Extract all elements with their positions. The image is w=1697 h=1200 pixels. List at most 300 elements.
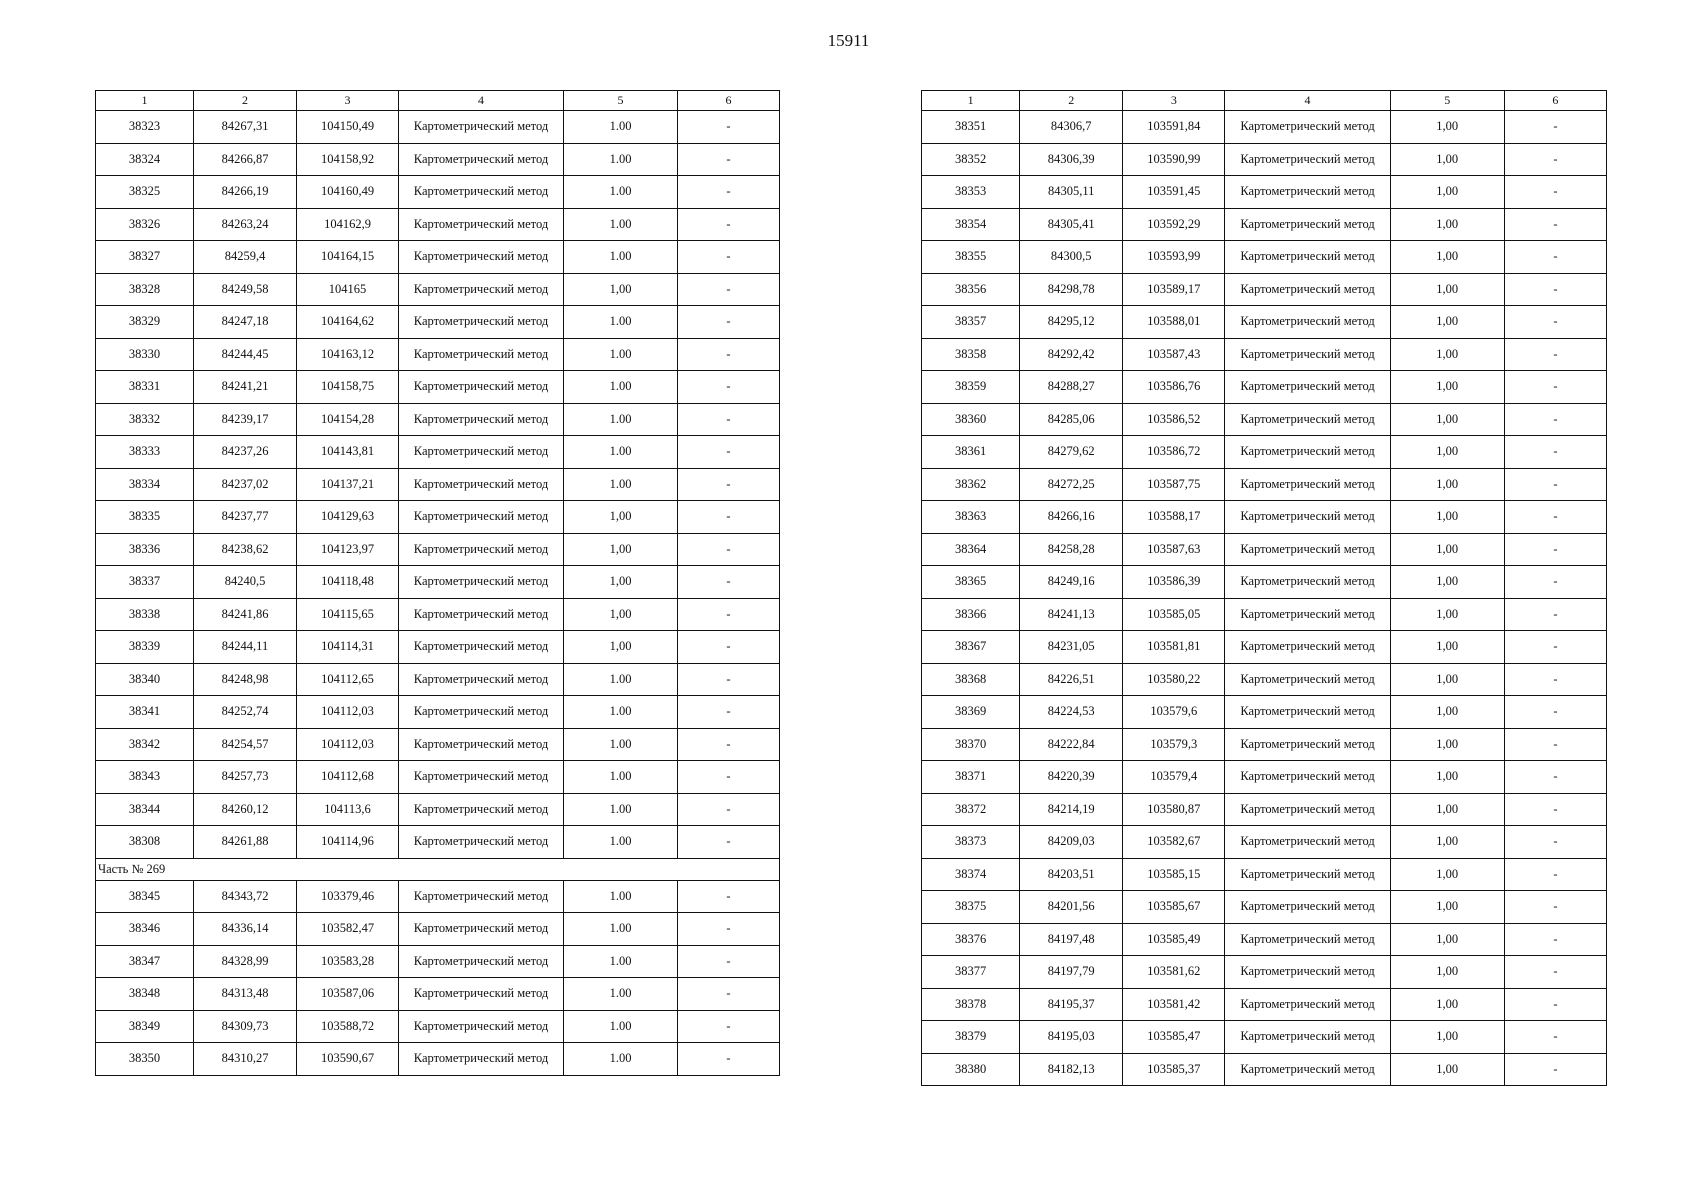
table-row	[922, 956, 1607, 989]
description-cell: -	[1504, 306, 1606, 339]
y-coordinate-cell: 104164,15	[297, 241, 399, 274]
point-number-cell: 38368	[922, 663, 1020, 696]
y-coordinate-cell: 103579,4	[1123, 761, 1225, 794]
point-number-cell: 38347	[96, 945, 194, 978]
method-cell: Картометрический метод	[399, 663, 564, 696]
table-row	[922, 988, 1607, 1021]
description-cell: -	[678, 978, 780, 1011]
accuracy-cell: 1,00	[1390, 761, 1504, 794]
method-cell: Картометрический метод	[399, 208, 564, 241]
y-coordinate-cell: 103589,17	[1123, 273, 1225, 306]
method-cell: Картометрический метод	[1225, 566, 1390, 599]
accuracy-cell: 1.00	[564, 793, 678, 826]
description-cell: -	[678, 631, 780, 664]
table-row	[96, 111, 780, 144]
table-row	[96, 338, 780, 371]
table-row	[96, 501, 780, 534]
accuracy-cell: 1,00	[1390, 306, 1504, 339]
y-coordinate-cell: 104123,97	[297, 533, 399, 566]
y-coordinate-cell: 104112,03	[297, 728, 399, 761]
accuracy-cell: 1,00	[564, 273, 678, 306]
y-coordinate-cell: 103585,15	[1123, 858, 1225, 891]
table-row	[96, 1010, 780, 1043]
accuracy-cell: 1,00	[1390, 923, 1504, 956]
accuracy-cell: 1.00	[564, 208, 678, 241]
table-row	[922, 208, 1607, 241]
method-cell: Картометрический метод	[399, 1010, 564, 1043]
y-coordinate-cell: 103579,6	[1123, 696, 1225, 729]
method-cell: Картометрический метод	[1225, 501, 1390, 534]
x-coordinate-cell: 84259,4	[194, 241, 297, 274]
table-row	[96, 436, 780, 469]
y-coordinate-cell: 103586,52	[1123, 403, 1225, 436]
y-coordinate-cell: 103586,39	[1123, 566, 1225, 599]
accuracy-cell: 1.00	[564, 945, 678, 978]
table-row	[96, 533, 780, 566]
table-row	[922, 858, 1607, 891]
x-coordinate-cell: 84306,39	[1020, 143, 1123, 176]
y-coordinate-cell: 104112,68	[297, 761, 399, 794]
x-coordinate-cell: 84237,77	[194, 501, 297, 534]
accuracy-cell: 1,00	[1390, 891, 1504, 924]
table-row	[922, 501, 1607, 534]
description-cell: -	[1504, 566, 1606, 599]
description-cell: -	[1504, 501, 1606, 534]
y-coordinate-cell: 104112,65	[297, 663, 399, 696]
coordinates-table-left	[95, 90, 780, 1076]
x-coordinate-cell: 84237,26	[194, 436, 297, 469]
table-row	[96, 826, 780, 859]
method-cell: Картометрический метод	[399, 728, 564, 761]
accuracy-cell: 1,00	[1390, 1053, 1504, 1086]
x-coordinate-cell: 84226,51	[1020, 663, 1123, 696]
method-cell: Картометрический метод	[399, 371, 564, 404]
method-cell: Картометрический метод	[399, 598, 564, 631]
x-coordinate-cell: 84240,5	[194, 566, 297, 599]
accuracy-cell: 1,00	[1390, 533, 1504, 566]
x-coordinate-cell: 84305,41	[1020, 208, 1123, 241]
column-header-5: 5	[564, 91, 678, 111]
method-cell: Картометрический метод	[399, 306, 564, 339]
y-coordinate-cell: 103585,47	[1123, 1021, 1225, 1054]
x-coordinate-cell: 84279,62	[1020, 436, 1123, 469]
method-cell: Картометрический метод	[1225, 176, 1390, 209]
method-cell: Картометрический метод	[1225, 923, 1390, 956]
accuracy-cell: 1.00	[564, 913, 678, 946]
x-coordinate-cell: 84313,48	[194, 978, 297, 1011]
table-row	[922, 273, 1607, 306]
x-coordinate-cell: 84272,25	[1020, 468, 1123, 501]
x-coordinate-cell: 84249,16	[1020, 566, 1123, 599]
column-header-5: 5	[1390, 91, 1504, 111]
point-number-cell: 38374	[922, 858, 1020, 891]
y-coordinate-cell: 104162,9	[297, 208, 399, 241]
y-coordinate-cell: 104163,12	[297, 338, 399, 371]
table-row	[96, 663, 780, 696]
description-cell: -	[678, 913, 780, 946]
y-coordinate-cell: 104158,75	[297, 371, 399, 404]
point-number-cell: 38369	[922, 696, 1020, 729]
method-cell: Картометрический метод	[1225, 468, 1390, 501]
description-cell: -	[1504, 468, 1606, 501]
table-row	[96, 598, 780, 631]
description-cell: -	[1504, 631, 1606, 664]
x-coordinate-cell: 84261,88	[194, 826, 297, 859]
point-number-cell: 38355	[922, 241, 1020, 274]
y-coordinate-cell: 104158,92	[297, 143, 399, 176]
method-cell: Картометрический метод	[1225, 598, 1390, 631]
method-cell: Картометрический метод	[1225, 208, 1390, 241]
point-number-cell: 38379	[922, 1021, 1020, 1054]
accuracy-cell: 1,00	[1390, 598, 1504, 631]
x-coordinate-cell: 84244,45	[194, 338, 297, 371]
accuracy-cell: 1,00	[564, 598, 678, 631]
x-coordinate-cell: 84244,11	[194, 631, 297, 664]
point-number-cell: 38350	[96, 1043, 194, 1076]
point-number-cell: 38363	[922, 501, 1020, 534]
table-row	[96, 793, 780, 826]
point-number-cell: 38372	[922, 793, 1020, 826]
y-coordinate-cell: 103585,05	[1123, 598, 1225, 631]
description-cell: -	[1504, 826, 1606, 859]
y-coordinate-cell: 103591,84	[1123, 111, 1225, 144]
description-cell: -	[678, 208, 780, 241]
y-coordinate-cell: 103583,28	[297, 945, 399, 978]
method-cell: Картометрический метод	[1225, 663, 1390, 696]
column-header-4: 4	[1225, 91, 1390, 111]
x-coordinate-cell: 84197,48	[1020, 923, 1123, 956]
method-cell: Картометрический метод	[1225, 533, 1390, 566]
point-number-cell: 38351	[922, 111, 1020, 144]
table-row	[922, 826, 1607, 859]
table-row	[96, 696, 780, 729]
description-cell: -	[678, 176, 780, 209]
y-coordinate-cell: 103592,29	[1123, 208, 1225, 241]
point-number-cell: 38371	[922, 761, 1020, 794]
method-cell: Картометрический метод	[399, 436, 564, 469]
point-number-cell: 38357	[922, 306, 1020, 339]
x-coordinate-cell: 84241,86	[194, 598, 297, 631]
x-coordinate-cell: 84182,13	[1020, 1053, 1123, 1086]
table-row	[922, 533, 1607, 566]
point-number-cell: 38343	[96, 761, 194, 794]
y-coordinate-cell: 103581,42	[1123, 988, 1225, 1021]
table-row	[96, 403, 780, 436]
point-number-cell: 38356	[922, 273, 1020, 306]
method-cell: Картометрический метод	[399, 1043, 564, 1076]
y-coordinate-cell: 103587,63	[1123, 533, 1225, 566]
x-coordinate-cell: 84309,73	[194, 1010, 297, 1043]
table-row	[96, 273, 780, 306]
description-cell: -	[1504, 403, 1606, 436]
description-cell: -	[678, 468, 780, 501]
y-coordinate-cell: 103590,99	[1123, 143, 1225, 176]
description-cell: -	[1504, 241, 1606, 274]
table-row	[922, 598, 1607, 631]
x-coordinate-cell: 84300,5	[1020, 241, 1123, 274]
x-coordinate-cell: 84298,78	[1020, 273, 1123, 306]
point-number-cell: 38340	[96, 663, 194, 696]
table-row	[96, 1043, 780, 1076]
x-coordinate-cell: 84201,56	[1020, 891, 1123, 924]
point-number-cell: 38336	[96, 533, 194, 566]
description-cell: -	[678, 273, 780, 306]
description-cell: -	[678, 728, 780, 761]
description-cell: -	[1504, 598, 1606, 631]
accuracy-cell: 1,00	[1390, 696, 1504, 729]
accuracy-cell: 1.00	[564, 728, 678, 761]
table-row	[922, 793, 1607, 826]
y-coordinate-cell: 104113,6	[297, 793, 399, 826]
x-coordinate-cell: 84241,21	[194, 371, 297, 404]
accuracy-cell: 1.00	[564, 338, 678, 371]
y-coordinate-cell: 104129,63	[297, 501, 399, 534]
point-number-cell: 38359	[922, 371, 1020, 404]
description-cell: -	[678, 111, 780, 144]
point-number-cell: 38365	[922, 566, 1020, 599]
method-cell: Картометрический метод	[399, 533, 564, 566]
method-cell: Картометрический метод	[1225, 1053, 1390, 1086]
point-number-cell: 38362	[922, 468, 1020, 501]
point-number-cell: 38339	[96, 631, 194, 664]
point-number-cell: 38370	[922, 728, 1020, 761]
method-cell: Картометрический метод	[1225, 241, 1390, 274]
method-cell: Картометрический метод	[399, 111, 564, 144]
x-coordinate-cell: 84222,84	[1020, 728, 1123, 761]
description-cell: -	[1504, 111, 1606, 144]
y-coordinate-cell: 104160,49	[297, 176, 399, 209]
description-cell: -	[678, 371, 780, 404]
table-row	[96, 728, 780, 761]
y-coordinate-cell: 103581,62	[1123, 956, 1225, 989]
x-coordinate-cell: 84241,13	[1020, 598, 1123, 631]
x-coordinate-cell: 84310,27	[194, 1043, 297, 1076]
description-cell: -	[678, 793, 780, 826]
accuracy-cell: 1,00	[564, 631, 678, 664]
table-row	[922, 241, 1607, 274]
method-cell: Картометрический метод	[399, 566, 564, 599]
part-label: Часть № 269	[96, 858, 780, 880]
method-cell: Картометрический метод	[1225, 338, 1390, 371]
accuracy-cell: 1.00	[564, 1010, 678, 1043]
method-cell: Картометрический метод	[1225, 696, 1390, 729]
table-row	[96, 208, 780, 241]
table-row	[922, 566, 1607, 599]
y-coordinate-cell: 103593,99	[1123, 241, 1225, 274]
x-coordinate-cell: 84343,72	[194, 880, 297, 913]
description-cell: -	[678, 501, 780, 534]
description-cell: -	[1504, 273, 1606, 306]
accuracy-cell: 1.00	[564, 696, 678, 729]
table-row	[922, 761, 1607, 794]
point-number-cell: 38358	[922, 338, 1020, 371]
y-coordinate-cell: 103590,67	[297, 1043, 399, 1076]
y-coordinate-cell: 104137,21	[297, 468, 399, 501]
method-cell: Картометрический метод	[1225, 793, 1390, 826]
method-cell: Картометрический метод	[399, 978, 564, 1011]
x-coordinate-cell: 84292,42	[1020, 338, 1123, 371]
column-header-6: 6	[1504, 91, 1606, 111]
column-header-1: 1	[922, 91, 1020, 111]
point-number-cell: 38325	[96, 176, 194, 209]
table-row	[96, 241, 780, 274]
accuracy-cell: 1,00	[1390, 111, 1504, 144]
accuracy-cell: 1.00	[564, 403, 678, 436]
table-row	[96, 143, 780, 176]
table-row	[922, 176, 1607, 209]
description-cell: -	[678, 598, 780, 631]
x-coordinate-cell: 84285,06	[1020, 403, 1123, 436]
part-heading-row	[96, 858, 780, 880]
y-coordinate-cell: 104118,48	[297, 566, 399, 599]
method-cell: Картометрический метод	[399, 403, 564, 436]
method-cell: Картометрический метод	[1225, 728, 1390, 761]
table-row	[922, 306, 1607, 339]
description-cell: -	[678, 1043, 780, 1076]
column-header-2: 2	[1020, 91, 1123, 111]
accuracy-cell: 1,00	[1390, 468, 1504, 501]
header-row	[96, 91, 780, 111]
method-cell: Картометрический метод	[1225, 273, 1390, 306]
x-coordinate-cell: 84257,73	[194, 761, 297, 794]
table-row	[96, 913, 780, 946]
accuracy-cell: 1,00	[1390, 663, 1504, 696]
accuracy-cell: 1.00	[564, 176, 678, 209]
method-cell: Картометрический метод	[399, 176, 564, 209]
x-coordinate-cell: 84220,39	[1020, 761, 1123, 794]
x-coordinate-cell: 84266,19	[194, 176, 297, 209]
point-number-cell: 38329	[96, 306, 194, 339]
method-cell: Картометрический метод	[1225, 826, 1390, 859]
method-cell: Картометрический метод	[1225, 988, 1390, 1021]
accuracy-cell: 1,00	[1390, 143, 1504, 176]
description-cell: -	[1504, 338, 1606, 371]
column-header-3: 3	[1123, 91, 1225, 111]
table-row	[96, 978, 780, 1011]
point-number-cell: 38331	[96, 371, 194, 404]
method-cell: Картометрический метод	[399, 468, 564, 501]
point-number-cell: 38376	[922, 923, 1020, 956]
point-number-cell: 38375	[922, 891, 1020, 924]
description-cell: -	[678, 403, 780, 436]
accuracy-cell: 1,00	[1390, 208, 1504, 241]
method-cell: Картометрический метод	[1225, 306, 1390, 339]
description-cell: -	[678, 663, 780, 696]
x-coordinate-cell: 84260,12	[194, 793, 297, 826]
y-coordinate-cell: 103588,01	[1123, 306, 1225, 339]
x-coordinate-cell: 84237,02	[194, 468, 297, 501]
accuracy-cell: 1,00	[1390, 273, 1504, 306]
table-row	[922, 338, 1607, 371]
table-row	[922, 891, 1607, 924]
accuracy-cell: 1,00	[1390, 403, 1504, 436]
accuracy-cell: 1,00	[1390, 793, 1504, 826]
accuracy-cell: 1.00	[564, 880, 678, 913]
description-cell: -	[1504, 436, 1606, 469]
table-row	[96, 566, 780, 599]
description-cell: -	[1504, 143, 1606, 176]
x-coordinate-cell: 84203,51	[1020, 858, 1123, 891]
x-coordinate-cell: 84266,16	[1020, 501, 1123, 534]
page-number: 15911	[827, 31, 870, 50]
column-header-2: 2	[194, 91, 297, 111]
point-number-cell: 38323	[96, 111, 194, 144]
x-coordinate-cell: 84267,31	[194, 111, 297, 144]
table-row	[922, 111, 1607, 144]
accuracy-cell: 1.00	[564, 978, 678, 1011]
y-coordinate-cell: 103580,87	[1123, 793, 1225, 826]
x-coordinate-cell: 84263,24	[194, 208, 297, 241]
table-row	[922, 728, 1607, 761]
point-number-cell: 38345	[96, 880, 194, 913]
accuracy-cell: 1.00	[564, 663, 678, 696]
point-number-cell: 38377	[922, 956, 1020, 989]
accuracy-cell: 1.00	[564, 306, 678, 339]
accuracy-cell: 1.00	[564, 436, 678, 469]
description-cell: -	[678, 566, 780, 599]
y-coordinate-cell: 103587,43	[1123, 338, 1225, 371]
table-row	[96, 631, 780, 664]
accuracy-cell: 1.00	[564, 761, 678, 794]
method-cell: Картометрический метод	[399, 501, 564, 534]
column-header-4: 4	[399, 91, 564, 111]
method-cell: Картометрический метод	[1225, 371, 1390, 404]
x-coordinate-cell: 84247,18	[194, 306, 297, 339]
column-header-6: 6	[678, 91, 780, 111]
description-cell: -	[1504, 923, 1606, 956]
table-row	[922, 696, 1607, 729]
x-coordinate-cell: 84336,14	[194, 913, 297, 946]
method-cell: Картометрический метод	[1225, 956, 1390, 989]
x-coordinate-cell: 84209,03	[1020, 826, 1123, 859]
description-cell: -	[1504, 1053, 1606, 1086]
point-number-cell: 38324	[96, 143, 194, 176]
point-number-cell: 38348	[96, 978, 194, 1011]
point-number-cell: 38366	[922, 598, 1020, 631]
accuracy-cell: 1,00	[1390, 566, 1504, 599]
accuracy-cell: 1.00	[564, 143, 678, 176]
point-number-cell: 38337	[96, 566, 194, 599]
accuracy-cell: 1,00	[1390, 826, 1504, 859]
accuracy-cell: 1,00	[1390, 631, 1504, 664]
description-cell: -	[678, 696, 780, 729]
accuracy-cell: 1.00	[564, 371, 678, 404]
description-cell: -	[678, 1010, 780, 1043]
y-coordinate-cell: 104114,31	[297, 631, 399, 664]
y-coordinate-cell: 103585,49	[1123, 923, 1225, 956]
x-coordinate-cell: 84288,27	[1020, 371, 1123, 404]
table-row	[96, 306, 780, 339]
x-coordinate-cell: 84254,57	[194, 728, 297, 761]
description-cell: -	[1504, 858, 1606, 891]
x-coordinate-cell: 84197,79	[1020, 956, 1123, 989]
point-number-cell: 38332	[96, 403, 194, 436]
method-cell: Картометрический метод	[399, 945, 564, 978]
column-header-1: 1	[96, 91, 194, 111]
method-cell: Картометрический метод	[1225, 858, 1390, 891]
table-row	[922, 1021, 1607, 1054]
accuracy-cell: 1,00	[1390, 176, 1504, 209]
table-row	[922, 923, 1607, 956]
description-cell: -	[1504, 208, 1606, 241]
point-number-cell: 38354	[922, 208, 1020, 241]
x-coordinate-cell: 84249,58	[194, 273, 297, 306]
table-row	[922, 663, 1607, 696]
y-coordinate-cell: 103585,67	[1123, 891, 1225, 924]
description-cell: -	[1504, 696, 1606, 729]
x-coordinate-cell: 84306,7	[1020, 111, 1123, 144]
table-row	[922, 143, 1607, 176]
